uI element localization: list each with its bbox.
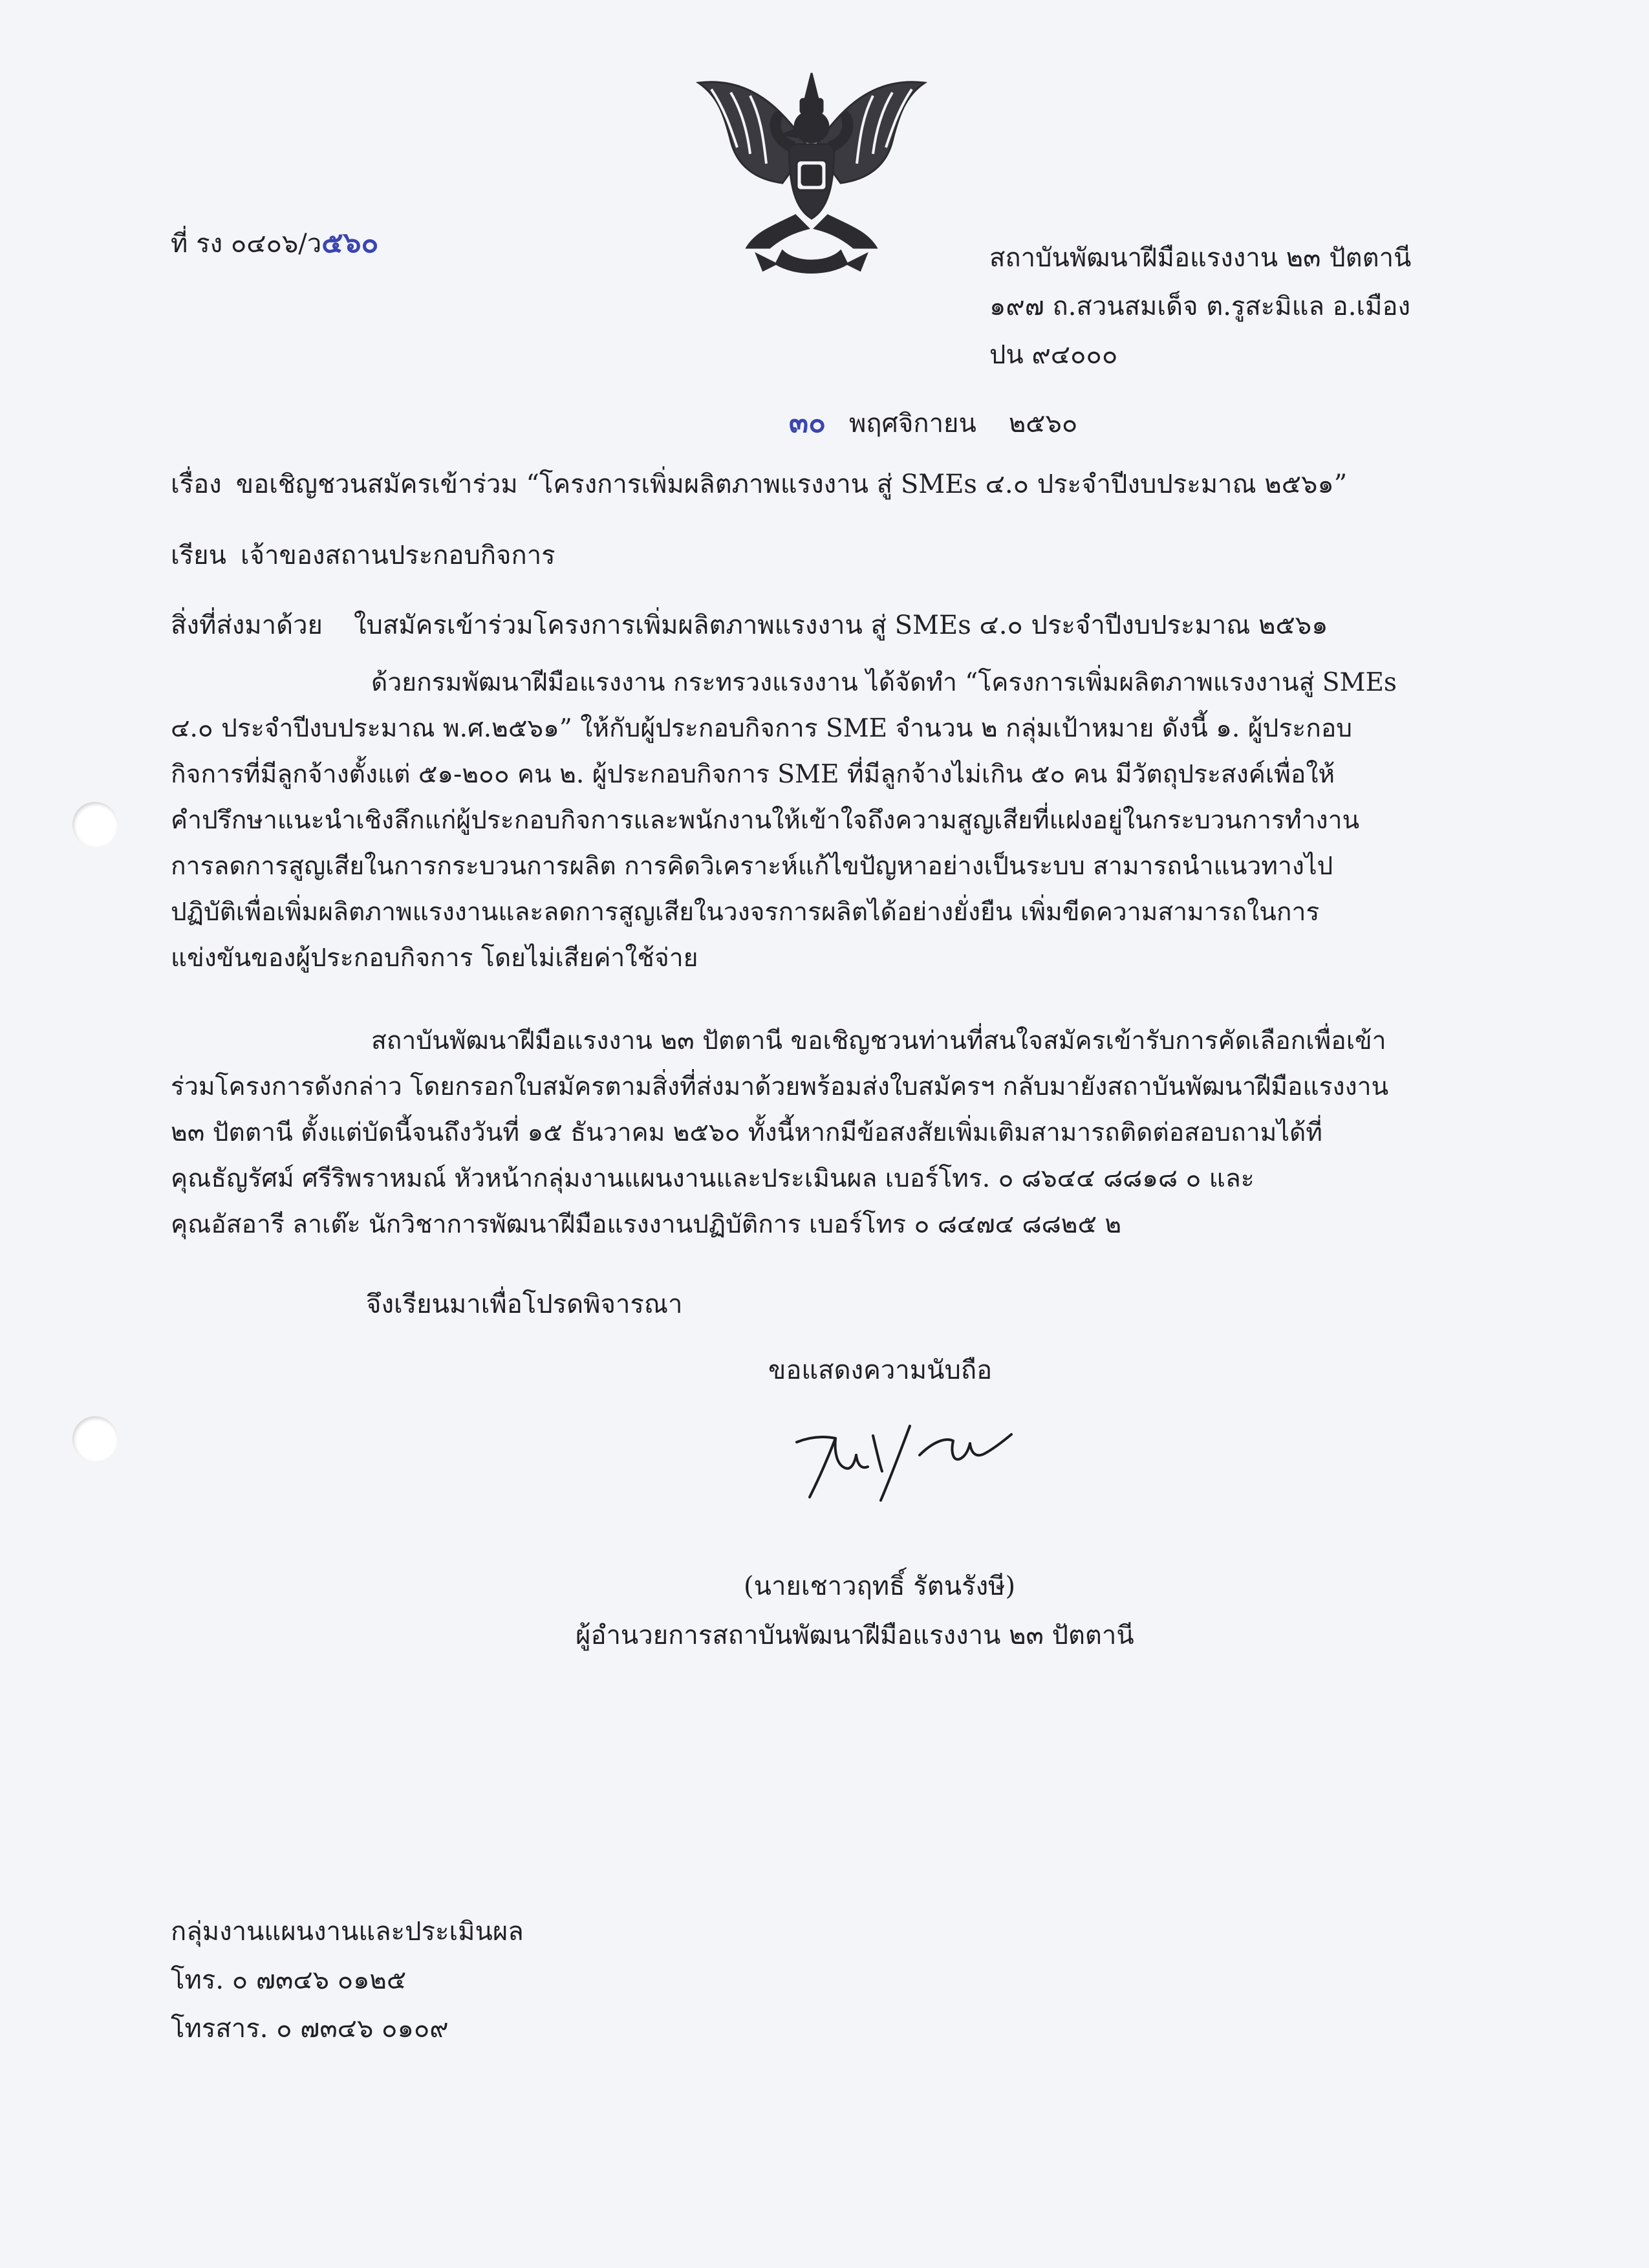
recipient-text: เจ้าของสถานประกอบกิจการ	[240, 541, 555, 570]
paragraph-line: กิจการที่มีลูกจ้างตั้งแต่ ๕๑-๒๐๐ คน ๒. ผู้ประกอบกิจการ SME ที่มีลูกจ้างไม่เกิน ๕๐ คน มีวัตถุประสงค์เพื่อให้	[171, 760, 1335, 789]
footer-phone: โทร. ๐ ๗๓๔๖ ๐๑๒๕	[171, 1965, 407, 1995]
paragraph-line: คุณอัสอารี ลาเต๊ะ นักวิชาการพัฒนาฝีมือแรงงานปฏิบัติการ เบอร์โทร ๐ ๘๔๗๔ ๘๘๒๕ ๒	[171, 1210, 1122, 1239]
sender-address-line: ๑๙๗ ถ.สวนสมเด็จ ต.รูสะมิแล อ.เมือง	[989, 292, 1410, 321]
letter-date	[789, 400, 1077, 445]
footer-contact	[171, 1908, 524, 2053]
date-year: ๒๕๖๐	[1008, 409, 1078, 438]
punch-hole	[72, 1416, 118, 1462]
footer-fax: โทรสาร. ๐ ๗๓๔๖ ๐๑๐๙	[171, 2014, 449, 2044]
paragraph-line: ร่วมโครงการดังกล่าว โดยกรอกใบสมัครตามสิ่งที่ส่งมาด้วยพร้อมส่งใบสมัครฯ กลับมายังสถาบันพัฒนาฝีมือแรงงาน	[171, 1072, 1389, 1101]
reference-handwritten-number: ๕๖๐	[321, 226, 379, 259]
recipient-label: เรียน	[171, 541, 226, 570]
enclosure-line	[171, 604, 1328, 645]
punch-hole	[72, 802, 118, 847]
signer-position: ผู้อำนวยการสถาบันพัฒนาฝีมือแรงงาน ๒๓ ปัตตานี	[576, 1621, 1134, 1650]
sender-address-line: ปน ๙๔๐๐๐	[989, 340, 1118, 370]
sender-address	[989, 234, 1411, 380]
enclosure-label: สิ่งที่ส่งมาด้วย	[171, 610, 323, 640]
paragraph-line: คุณธัญรัศม์ ศรีริพราหมณ์ หัวหน้ากลุ่มงานแผนงานและประเมินผล เบอร์โทร. ๐ ๘๖๔๔ ๘๘๑๘ ๐ และ	[171, 1164, 1255, 1193]
sender-address-line: สถาบันพัฒนาฝีมือแรงงาน ๒๓ ปัตตานี	[989, 243, 1412, 273]
recipient-line	[171, 534, 555, 576]
body-paragraph-1	[171, 660, 1464, 981]
subject-line	[171, 463, 1347, 504]
date-day-handwritten: ๓๐	[789, 406, 826, 439]
enclosure-text: ใบสมัครเข้าร่วมโครงการเพิ่มผลิตภาพแรงงาน สู่ SMEs ๔.๐ ประจำปีงบประมาณ ๒๕๖๑	[353, 610, 1328, 640]
body-paragraph-2	[171, 1018, 1464, 1247]
reference-prefix: ที่ รง ๐๔๐๖/ว	[171, 229, 322, 259]
date-month: พฤศจิกายน	[848, 409, 976, 438]
paragraph-line: ด้วยกรมพัฒนาฝีมือแรงงาน กระทรวงแรงงาน ได้จัดทำ “โครงการเพิ่มผลิตภาพแรงงานสู่ SMEs	[371, 668, 1397, 697]
paragraph-line: การลดการสูญเสียในการกระบวนการผลิต การคิดวิเคราะห์แก้ไขปัญหาอย่างเป็นระบบ สามารถนำแนวทางไป	[171, 852, 1333, 881]
paragraph-line: ปฏิบัติเพื่อเพิ่มผลิตภาพแรงงานและลดการสูญเสียในวงจรการผลิตได้อย่างยั่งยืน เพิ่มขีดความสามารถในการ	[171, 898, 1320, 927]
closing-line: จึงเรียนมาเพื่อโปรดพิจารณา	[366, 1290, 683, 1319]
garuda-emblem-icon	[685, 70, 938, 277]
subject-label: เรื่อง	[171, 470, 222, 499]
paragraph-line: ๔.๐ ประจำปีงบประมาณ พ.ศ.๒๕๖๑” ให้กับผู้ประกอบกิจการ SME จำนวน ๒ กลุ่มเป้าหมาย ดังนี้ ๑. ผู้ประกอบ	[171, 714, 1353, 743]
reference-number	[171, 220, 378, 265]
footer-department: กลุ่มงานแผนงานและประเมินผล	[171, 1917, 524, 1947]
paragraph-line: สถาบันพัฒนาฝีมือแรงงาน ๒๓ ปัตตานี ขอเชิญชวนท่านที่สนใจสมัครเข้ารับการคัดเลือกเพื่อเข้า	[371, 1026, 1386, 1055]
paragraph-line: แข่งขันของผู้ประกอบกิจการ โดยไม่เสียค่าใช้จ่าย	[171, 944, 698, 973]
subject-text: ขอเชิญชวนสมัครเข้าร่วม “โครงการเพิ่มผลิตภาพแรงงาน สู่ SMEs ๔.๐ ประจำปีงบประมาณ ๒๕๖๑”	[235, 470, 1348, 499]
paragraph-line: คำปรึกษาแนะนำเชิงลึกแก่ผู้ประกอบกิจการและพนักงานให้เข้าใจถึงความสูญเสียที่แฝงอยู่ในกระบวนการทำงาน	[171, 806, 1360, 835]
signer-name: (นายเชาวฤทธิ์ รัตนรังษี)	[744, 1571, 1016, 1601]
paragraph-line: ๒๓ ปัตตานี ตั้งแต่บัดนี้จนถึงวันที่ ๑๕ ธันวาคม ๒๕๖๐ ทั้งนี้หากมีข้อสงสัยเพิ่มเติมสามารถติดต่อสอบถามได้ที่	[171, 1118, 1323, 1147]
handwritten-signature	[784, 1416, 1029, 1507]
regards-line: ขอแสดงความนับถือ	[768, 1355, 993, 1385]
